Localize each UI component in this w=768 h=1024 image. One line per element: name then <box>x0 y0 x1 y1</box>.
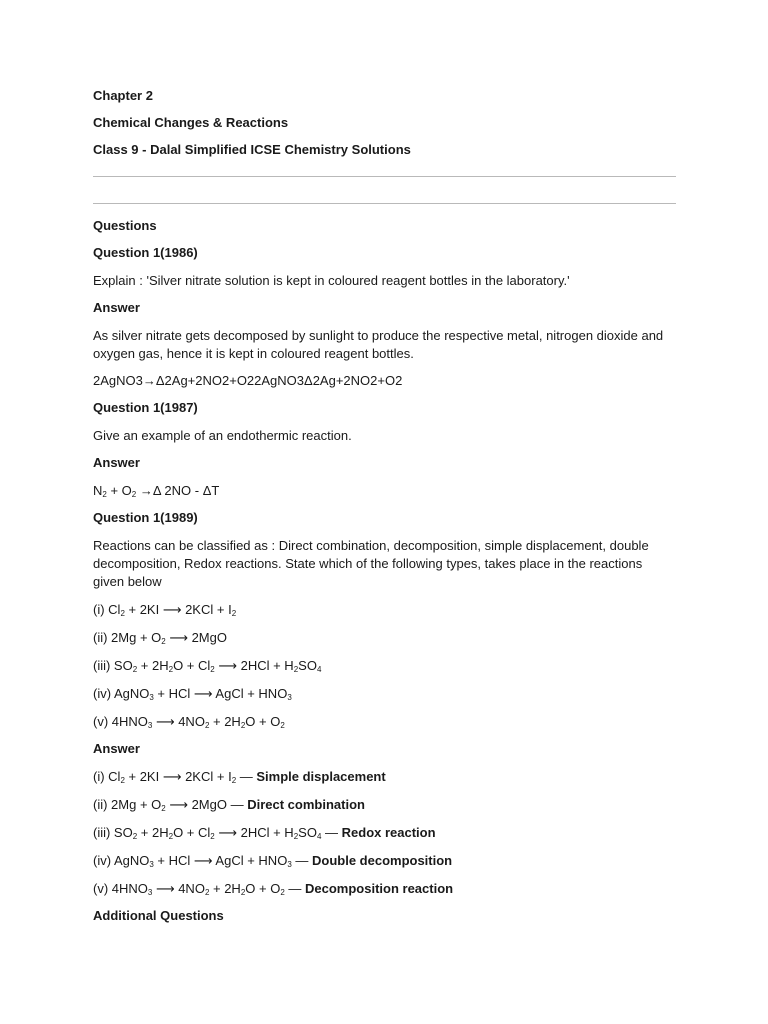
divider-bottom <box>93 203 676 204</box>
question-1-equation: 2AgNO3→Δ2Ag+2NO2+O22AgNO3Δ2Ag+2NO2+O2 <box>93 373 403 388</box>
reaction-type: Direct combination <box>247 797 365 812</box>
questions-heading: Questions <box>93 218 157 233</box>
answer-item: (i) $Cl_2 + 2KI$ ⟶ $2KCl + I_2$ — Simple displacement <box>93 769 386 785</box>
reaction-type: Double decomposition <box>312 853 453 868</box>
question-2-title: Question 1(1987) <box>93 400 198 415</box>
question-2-text: Give an example of an endothermic reaction. <box>93 428 352 443</box>
question-1-text: Explain : 'Silver nitrate solution is kept in coloured reagent bottles in the laboratory.' <box>93 273 570 288</box>
chapter-title: Chemical Changes & Reactions <box>93 115 289 130</box>
reaction-item: (i) $Cl_2 + 2KI$ ⟶ $2KCl + I_2$ <box>93 602 237 618</box>
reaction-type: Decomposition reaction <box>305 881 454 896</box>
question-3-title: Question 1(1989) <box>93 510 198 525</box>
question-3-answer-label: Answer <box>93 741 140 756</box>
additional-questions-heading: Additional Questions <box>93 908 224 923</box>
reaction-item: (ii) $2Mg + O_2$ ⟶ 2MgO <box>93 630 227 646</box>
question-1-answer-text: As silver nitrate gets decomposed by sunlight to produce the respective metal, nitrogen dioxide and oxygen gas, hence it is kept in coloured reagent bottles. <box>93 328 664 361</box>
question-1-title: Question 1(1986) <box>93 245 198 260</box>
reactions-list <box>93 601 676 731</box>
reaction-item: (v) $4HNO_3$ ⟶ $4NO_2 + 2H_2O + O_2$ <box>93 714 285 730</box>
chapter-number: Chapter 2 <box>93 88 153 103</box>
document-page <box>93 87 676 925</box>
answer-item: (ii) $2Mg + O_2$ ⟶ 2MgO — Direct combination <box>93 797 365 813</box>
reaction-item: (iv) AgNO$_3$ + HCl ⟶ AgCl + $HNO_3$ <box>93 686 292 702</box>
answer-item: (iv) AgNO$_3$ + HCl ⟶ AgCl + $HNO_3$ — Double decomposition <box>93 853 453 869</box>
question-2-answer-label: Answer <box>93 455 140 470</box>
reaction-item: (iii) $SO_2 + 2H_2O + Cl_2$ ⟶ $2HCl + H_2SO_4$ <box>93 658 322 674</box>
answer-item: (v) $4HNO_3$ ⟶ $4NO_2 + 2H_2O + O_2$ — Decomposition reaction <box>93 881 454 897</box>
question-2-answer-equation: $N_2 + O_2 \to\Delta$ 2NO - ΔT <box>93 483 220 499</box>
answer-item: (iii) $SO_2 + 2H_2O + Cl_2$ ⟶ $2HCl + H_2SO_4$ — Redox reaction <box>93 825 436 841</box>
reaction-type: Simple displacement <box>256 769 386 784</box>
reaction-type: Redox reaction <box>341 825 436 840</box>
question-1-answer-label: Answer <box>93 300 140 315</box>
question-3-text: Reactions can be classified as : Direct combination, decomposition, simple displacement, double decomposition, Redox reactions. State which of the following types, takes place in the reactions given below <box>93 538 649 589</box>
book-title: Class 9 - Dalal Simplified ICSE Chemistry Solutions <box>93 142 411 157</box>
answers-list <box>93 768 676 898</box>
